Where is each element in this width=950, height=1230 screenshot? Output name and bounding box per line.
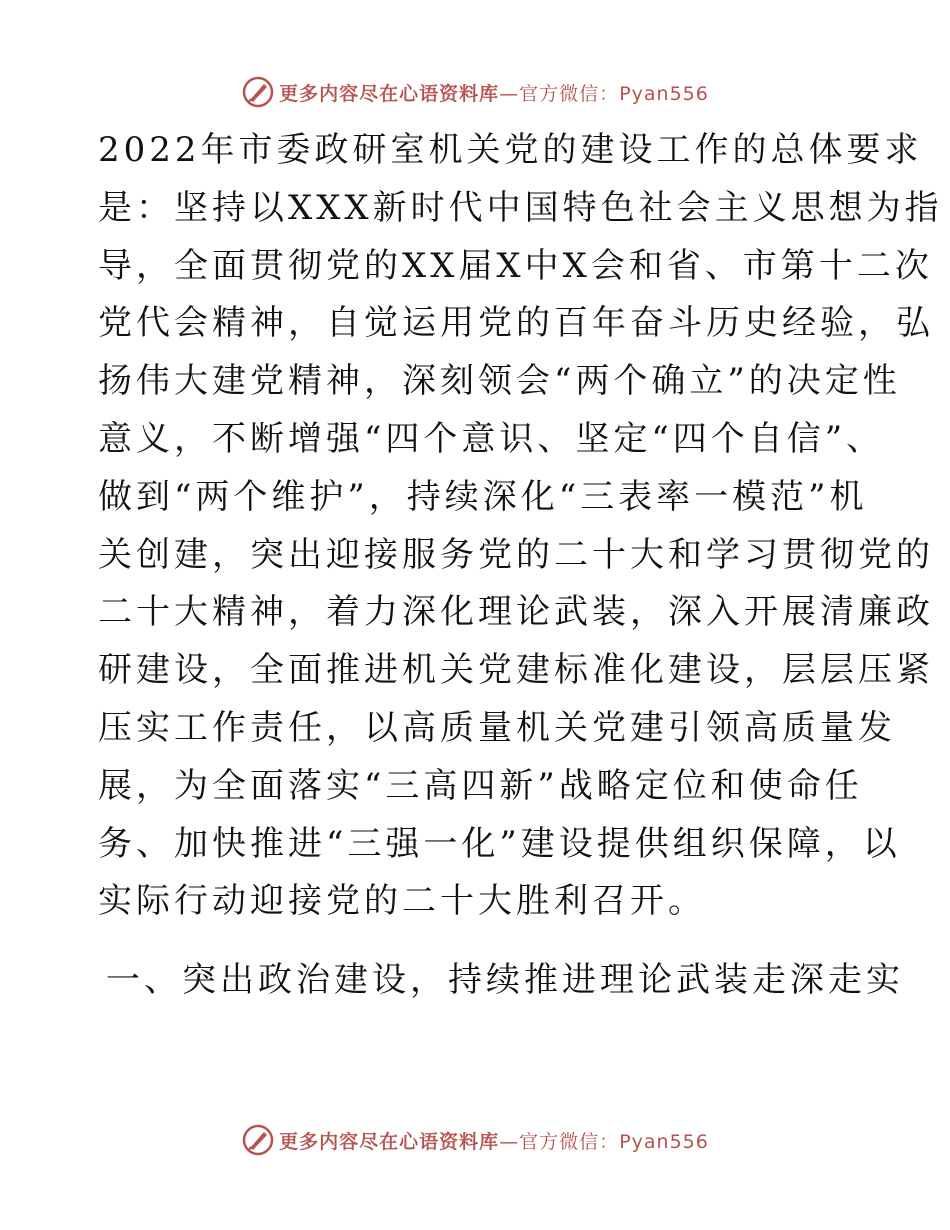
paragraph-line: 务、加快推进“三强一化”建设提供组织保障，以 bbox=[98, 823, 901, 864]
footer-watermark bbox=[0, 1120, 950, 1160]
paragraph-line: 党代会精神，自觉运用党的百年奋斗历史经验，弘 bbox=[98, 303, 934, 344]
quill-logo-icon bbox=[241, 75, 275, 109]
paragraph-line: 做到“两个维护”，持续深化“三表率一模范”机 bbox=[98, 476, 868, 517]
paragraph-line: 压实工作责任，以高质量机关党建引领高质量发 bbox=[98, 707, 896, 748]
watermark-text: 更多内容尽在心语资料库—官方微信：Pyan556 bbox=[279, 82, 709, 105]
paragraph-line: 2022年市委政研室机关党的建设工作的总体要求 bbox=[98, 130, 923, 170]
section-heading: 一、突出政治建设，持续推进理论武装走深走实 bbox=[106, 960, 904, 1000]
body-paragraph bbox=[98, 122, 943, 931]
paragraph-line: 扬伟大建党精神，深刻领会“两个确立”的决定性 bbox=[98, 361, 901, 402]
header-watermark bbox=[0, 72, 950, 112]
paragraph-line: 实际行动迎接党的二十大胜利召开。 bbox=[98, 881, 706, 922]
paragraph-line: 意义，不断增强“四个意识、坚定“四个自信”、 bbox=[98, 418, 885, 459]
paragraph-line: 二十大精神，着力深化理论武装，深入开展清廉政 bbox=[98, 592, 934, 633]
paragraph-line: 是：坚持以XXX新时代中国特色社会主义思想为指 bbox=[98, 187, 943, 228]
quill-logo-icon bbox=[241, 1123, 275, 1157]
watermark-text: 更多内容尽在心语资料库—官方微信：Pyan556 bbox=[279, 1130, 709, 1153]
paragraph-line: 导，全面贯彻党的XX届X中X会和省、市第十二次 bbox=[98, 245, 933, 286]
paragraph-line: 关创建，突出迎接服务党的二十大和学习贯彻党的 bbox=[98, 534, 934, 575]
paragraph-line: 展，为全面落实“三高四新”战略定位和使命任 bbox=[98, 765, 863, 806]
paragraph-line: 研建设，全面推进机关党建标准化建设，层层压紧 bbox=[98, 650, 934, 691]
